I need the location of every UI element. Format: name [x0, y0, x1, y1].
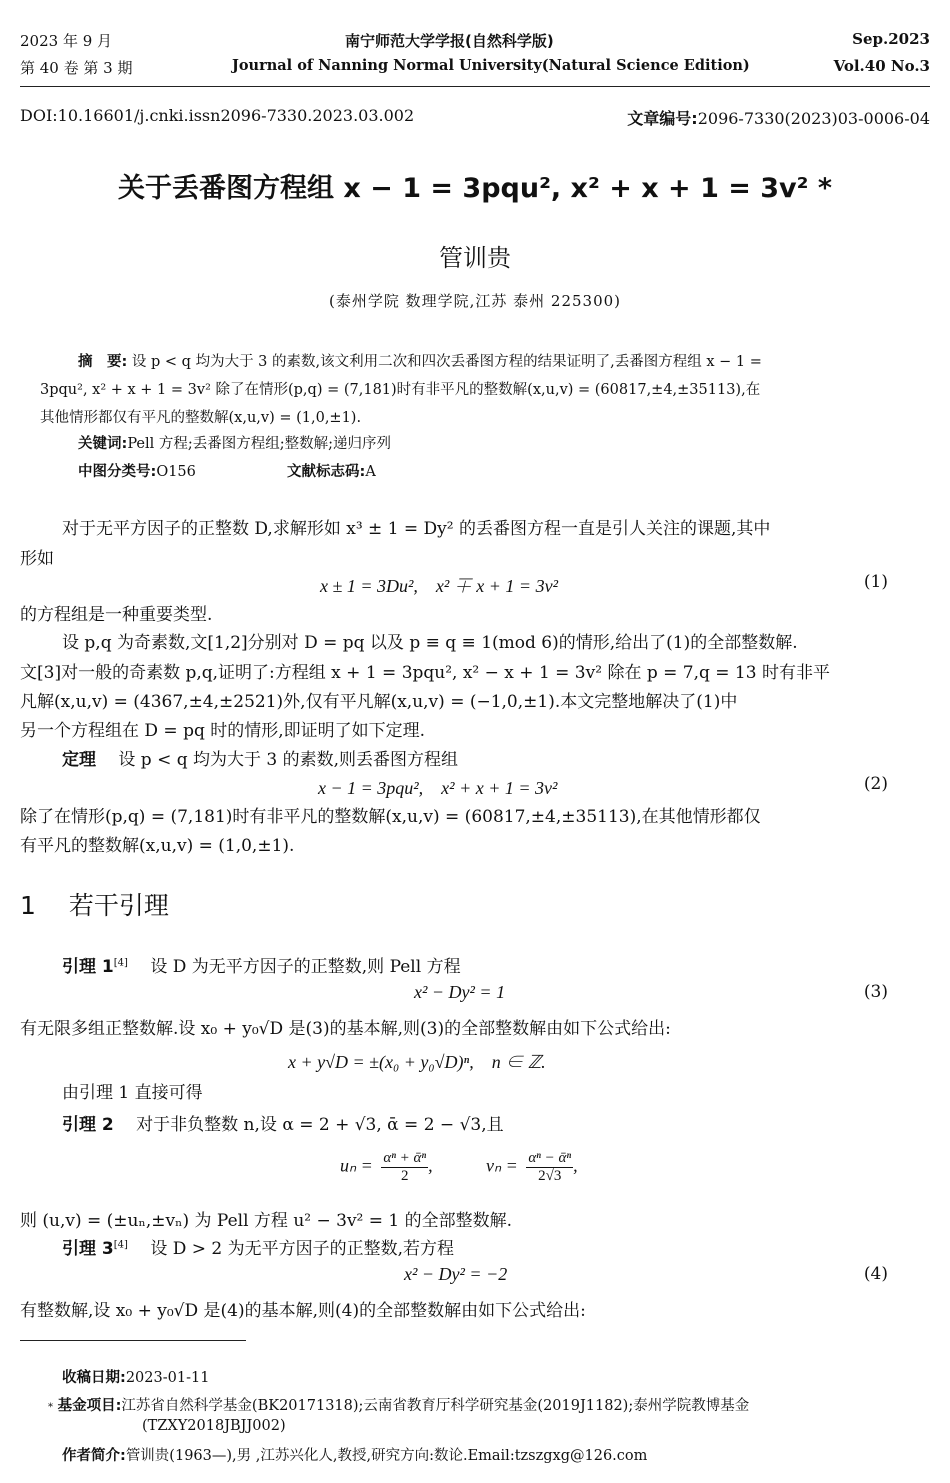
- journal-title-cn: 南宁师范大学学报(自然科学版): [345, 32, 554, 50]
- header-vol-en: Vol.40 No.3: [833, 57, 930, 75]
- lemma-1-label: 引理 1: [62, 957, 114, 977]
- lemma-2-un: uₙ = $\frac{\text{αⁿ + ᾱⁿ}}{2}$ ,: [340, 1150, 433, 1184]
- section-1-heading: [20, 886, 169, 922]
- equation-4: x² − Dy² = −2: [404, 1264, 508, 1284]
- theorem-text: 设 p < q 均为大于 3 的素数,则丢番图方程组: [118, 750, 459, 770]
- lemma-2-vn-lhs: vₙ =: [486, 1155, 518, 1176]
- lemma-2-text: 对于非负整数 n,设 α = 2 + √3, ᾱ = 2 − √3,且: [136, 1115, 504, 1135]
- lemma-1-ref: [4]: [113, 957, 128, 969]
- footnote-fund: [48, 1394, 749, 1415]
- article-number: [627, 106, 930, 129]
- lemma-2-un-denominator: 2: [400, 1168, 409, 1184]
- equation-1: x ± 1 = 3Du², x² ∓ x + 1 = 3v²: [320, 576, 558, 596]
- lemma-2-vn-numerator: αⁿ − ᾱⁿ: [528, 1150, 572, 1166]
- theorem-statement: [62, 745, 458, 770]
- doc-code-value: A: [365, 464, 376, 480]
- header-issue-cn: 第 40 卷 第 3 期: [20, 59, 133, 77]
- intro-p2-line2: 文[3]对一般的奇素数 p,q,证明了:方程组 x + 1 = 3pqu², x² − x + 1 = 3v² 除在 p = 7,q = 13 时有非平: [20, 663, 830, 683]
- article-number-value: 2096-7330(2023)03-0006-04: [697, 109, 930, 128]
- intro-p2-line4: 另一个方程组在 D = pq 时的情形,即证明了如下定理.: [20, 721, 426, 741]
- equation-3: x² − Dy² = 1: [414, 982, 506, 1002]
- doc-code: [287, 460, 376, 481]
- fund-label: 基金项目:: [57, 1398, 122, 1414]
- equation-3-number: (3): [863, 982, 888, 1002]
- lemma-3-label: 引理 3: [62, 1239, 114, 1259]
- clc: [78, 460, 196, 481]
- paper-title-text: 关于丢番图方程组 x − 1 = 3pqu², x² + x + 1 = 3v² *: [117, 173, 833, 204]
- header-date-en: Sep.2023: [852, 30, 930, 48]
- abstract-text-3: 其他情形都仅有平凡的整数解(x,u,v) = (1,0,±1).: [40, 410, 362, 426]
- fund-line-1: 江苏省自然科学基金(BK20171318);云南省教育厅科学研究基金(2019J1182);泰州学院教博基金: [121, 1398, 750, 1414]
- lemma-2-vn-denominator: 2√3: [538, 1168, 562, 1184]
- lemma-3-ref: [4]: [113, 1239, 128, 1251]
- intro-p2-line1: 设 p,q 为奇素数,文[1,2]分别对 D = pq 以及 p ≡ q ≡ 1(mod 6)的情形,给出了(1)的全部整数解.: [62, 633, 798, 653]
- affiliation: (泰州学院 数理学院,江苏 泰州 225300): [328, 292, 622, 310]
- equation-1-number: (1): [863, 572, 888, 592]
- keywords-text: Pell 方程;丢番图方程组;整数解;递归序列: [127, 436, 392, 452]
- lemma-1-text: 设 D 为无平方因子的正整数,则 Pell 方程: [150, 957, 461, 977]
- lemma-2-tail: 则 (u,v) = (±uₙ,±vₙ) 为 Pell 方程 u² − 3v² = 1 的全部整数解.: [20, 1211, 513, 1231]
- lemma-2-un-lhs: uₙ =: [340, 1155, 373, 1176]
- equation-2: x − 1 = 3pqu², x² + x + 1 = 3v²: [318, 778, 558, 798]
- intro-p2-line3: 凡解(x,u,v) = (4367,±4,±2521)外,仅有平凡解(x,u,v) = (−1,0,±1).本文完整地解决了(1)中: [20, 692, 738, 712]
- author-info-label: 作者简介:: [62, 1448, 126, 1464]
- theorem-label: 定理: [62, 750, 96, 770]
- from-lemma-1: 由引理 1 直接可得: [62, 1083, 203, 1103]
- abstract-label: 摘 要:: [78, 354, 128, 370]
- footnote-author: [62, 1444, 647, 1465]
- intro-p1-line2: 形如: [20, 549, 54, 569]
- clc-label: 中图分类号:: [78, 464, 157, 480]
- lemma-3-text: 设 D > 2 为无平方因子的正整数,若方程: [150, 1239, 455, 1259]
- header-rule: [20, 86, 930, 87]
- abstract-line-1: [78, 350, 762, 371]
- received-date: 2023-01-11: [125, 1370, 210, 1386]
- abstract-text-1: 设 p < q 均为大于 3 的素数,该文利用二次和四次丢番图方程的结果证明了,丢番图方程组 x − 1 =: [131, 354, 762, 370]
- lemma-2-un-numerator: αⁿ + ᾱⁿ: [383, 1150, 427, 1166]
- intro-p1-tail: 的方程组是一种重要类型.: [20, 605, 213, 625]
- lemma-1-tail: 有无限多组正整数解.设 x₀ + y₀√D 是(3)的基本解,则(3)的全部整数解由如下公式给出:: [20, 1019, 671, 1039]
- fund-line-2: (TZXY2018JBJJ002): [142, 1418, 286, 1434]
- received-label: 收稿日期:: [62, 1370, 126, 1386]
- abstract-text-2: 3pqu², x² + x + 1 = 3v² 除了在情形(p,q) = (7,181)时有非平凡的整数解(x,u,v) = (60817,±4,±35113),在: [40, 382, 761, 398]
- article-number-label: 文章编号:: [627, 109, 698, 128]
- section-1-title: 若干引理: [68, 891, 169, 920]
- paper-title: [0, 166, 950, 205]
- footnote-received: [62, 1366, 209, 1387]
- theorem-tail-2: 有平凡的整数解(x,u,v) = (1,0,±1).: [20, 836, 295, 856]
- author-info: 管训贵(1963—),男 ,江苏兴化人,教授,研究方向:数论.Email:tzszgxg@126.com: [125, 1448, 648, 1464]
- fund-mark: *: [48, 1402, 53, 1413]
- intro-p1-line1: 对于无平方因子的正整数 D,求解形如 x³ ± 1 = Dy² 的丢番图方程一直是引人关注的课题,其中: [62, 519, 771, 539]
- doc-code-label: 文献标志码:: [287, 464, 366, 480]
- lemma-2-label: 引理 2: [62, 1115, 114, 1135]
- author-name: 管训贵: [439, 244, 511, 272]
- lemma-3-statement: [62, 1234, 454, 1259]
- lemma-1-formula: x + y√D = ±(x₀ + y₀√D)ⁿ, n ∈ ℤ.: [288, 1052, 546, 1072]
- lemma-2-vn: vₙ = $\frac{\text{αⁿ − ᾱⁿ}}{2√3}$ ,: [486, 1150, 578, 1184]
- lemma-2-statement: [62, 1110, 504, 1135]
- keywords-label: 关键词:: [78, 436, 128, 452]
- section-1-number: 1: [20, 891, 36, 920]
- clc-value: O156: [156, 464, 196, 480]
- theorem-tail-1: 除了在情形(p,q) = (7,181)时有非平凡的整数解(x,u,v) = (60817,±4,±35113),在其他情形都仅: [20, 807, 761, 827]
- header-date-cn: 2023 年 9 月: [20, 32, 113, 50]
- lemma-1-statement: [62, 952, 461, 977]
- keywords: [78, 432, 391, 453]
- footnote-rule: [20, 1340, 246, 1341]
- equation-4-number: (4): [863, 1264, 888, 1284]
- lemma-3-tail: 有整数解,设 x₀ + y₀√D 是(4)的基本解,则(4)的全部整数解由如下公式给出:: [20, 1301, 586, 1321]
- journal-title-en: Journal of Nanning Normal University(Natural Science Edition): [232, 57, 750, 74]
- equation-2-number: (2): [863, 774, 888, 794]
- doi: DOI:10.16601/j.cnki.issn2096-7330.2023.03.002: [20, 106, 415, 125]
